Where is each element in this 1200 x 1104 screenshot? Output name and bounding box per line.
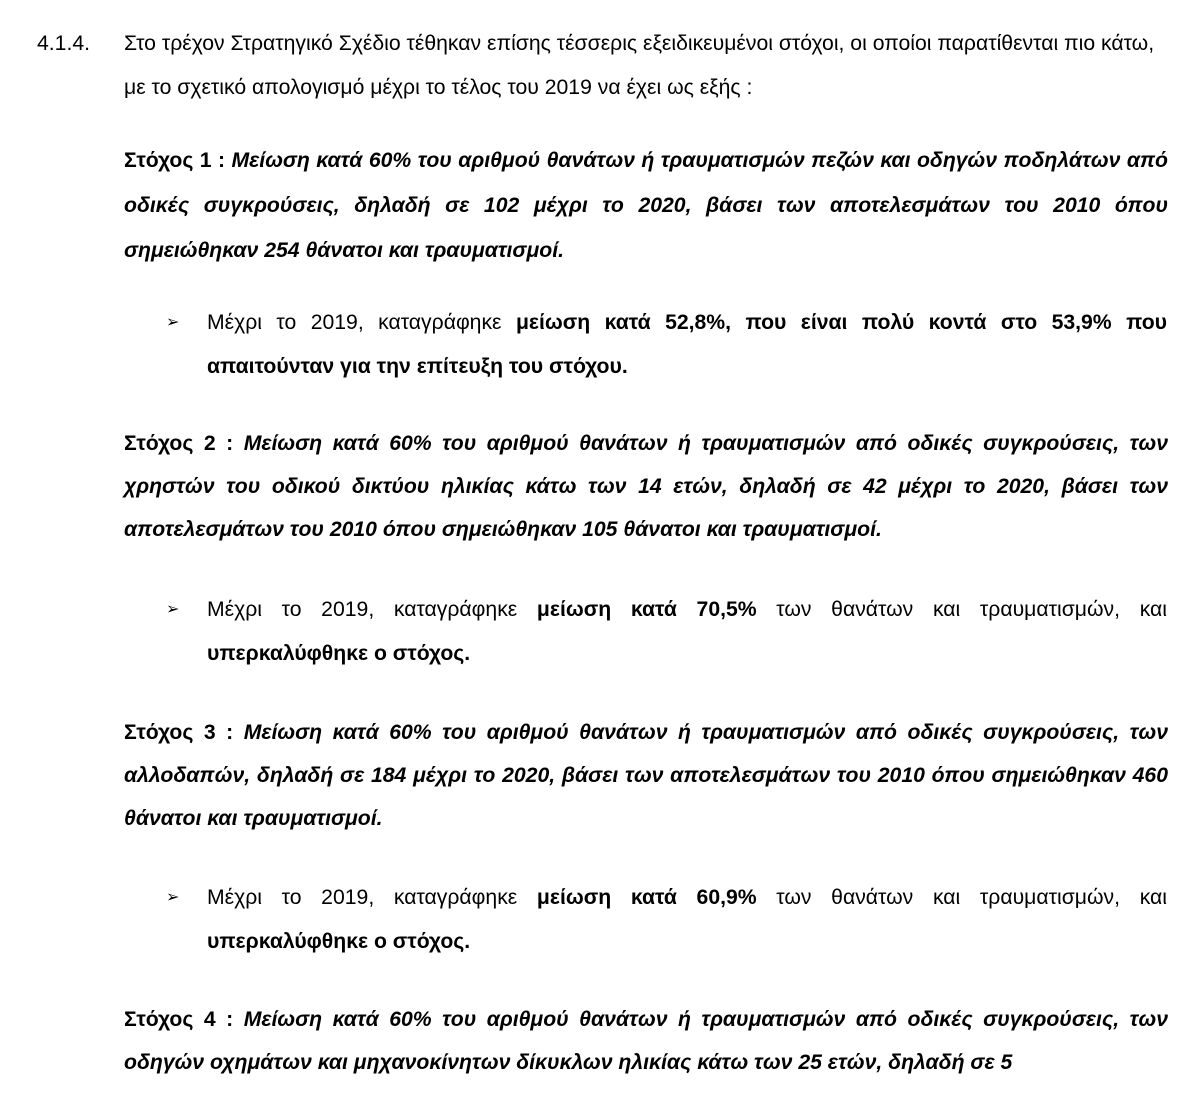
bullet-arrow-icon: ➢ (166, 314, 180, 331)
objective-1-label: Στόχος 1 : (124, 149, 232, 172)
progress-1-prefix: Μέχρι το 2019, καταγράφηκε (207, 311, 516, 334)
objective-1-text: Μείωση κατά 60% του αριθμού θανάτων ή τραυματισμών πεζών και οδηγών ποδηλάτων από οδικές συγκρούσεις, δηλαδή σε 102 μέχρι το 2020, βάσει των αποτελεσμάτων του 2010 όπου σημειώθηκαν 254 θάνατοι και τραυματισμοί. (124, 149, 1168, 262)
objective-4-label: Στόχος 4 : (124, 1008, 244, 1031)
bullet-arrow-icon: ➢ (166, 601, 180, 618)
section-number: 4.1.4. (37, 32, 91, 55)
objective-2 (124, 422, 1168, 551)
objective-4 (124, 998, 1168, 1084)
objective-4-text: Μείωση κατά 60% του αριθμού θανάτων ή τραυματισμών από οδικές συγκρούσεις, των οδηγών οχημάτων και μηχανοκίνητων δίκυκλων ηλικίας κάτω των 25 ετών, δηλαδή σε 5 (124, 1008, 1169, 1074)
bullet-arrow-icon: ➢ (166, 889, 180, 906)
progress-3-result: μείωση κατά 60,9% (536, 886, 757, 909)
progress-2-result: μείωση κατά 70,5% (536, 598, 757, 621)
objective-3-label: Στόχος 3 : (124, 721, 244, 744)
progress-2-prefix: Μέχρι το 2019, καταγράφηκε (207, 598, 537, 621)
progress-1-result: μείωση κατά 52,8%, που είναι πολύ κοντά στο 53,9% που απαιτούνταν για την επίτευξη του στόχου. (207, 311, 1167, 378)
section-intro: Στο τρέχον Στρατηγικό Σχέδιο τέθηκαν επίσης τέσσερις εξειδικευμένοι στόχοι, οι οποίοι παρατίθενται πιο κάτω, με το σχετικό απολογισμό μέχρι το τέλος του 2019 να έχει ως εξής : (124, 32, 1155, 99)
progress-3-middle: των θανάτων και τραυματισμών, και (756, 886, 1167, 909)
progress-3-conclusion: υπερκαλύφθηκε ο στόχος. (207, 930, 471, 953)
objective-2-text: Μείωση κατά 60% του αριθμού θανάτων ή τραυματισμών από οδικές συγκρούσεις, των χρηστών του οδικού δικτύου ηλικίας κάτω των 14 ετών, δηλαδή σε 42 μέχρι το 2020, βάσει των αποτελεσμάτων του 2010 όπου σημειώθηκαν 105 θάνατοι και τραυματισμοί. (124, 432, 1169, 541)
objective-1 (124, 138, 1168, 273)
objective-3-progress (207, 876, 1167, 964)
objective-1-progress (207, 301, 1167, 389)
objective-2-label: Στόχος 2 : (124, 432, 244, 455)
progress-2-middle: των θανάτων και τραυματισμών, και (756, 598, 1167, 621)
objective-3 (124, 711, 1168, 840)
objective-3-text: Μείωση κατά 60% του αριθμού θανάτων ή τραυματισμών από οδικές συγκρούσεις, των αλλοδαπών, δηλαδή σε 184 μέχρι το 2020, βάσει των αποτελεσμάτων του 2010 όπου σημειώθηκαν 460 θάνατοι και τραυματισμοί. (124, 721, 1169, 830)
progress-3-prefix: Μέχρι το 2019, καταγράφηκε (207, 886, 537, 909)
objective-2-progress (207, 588, 1167, 676)
progress-2-conclusion: υπερκαλύφθηκε ο στόχος. (207, 642, 471, 665)
